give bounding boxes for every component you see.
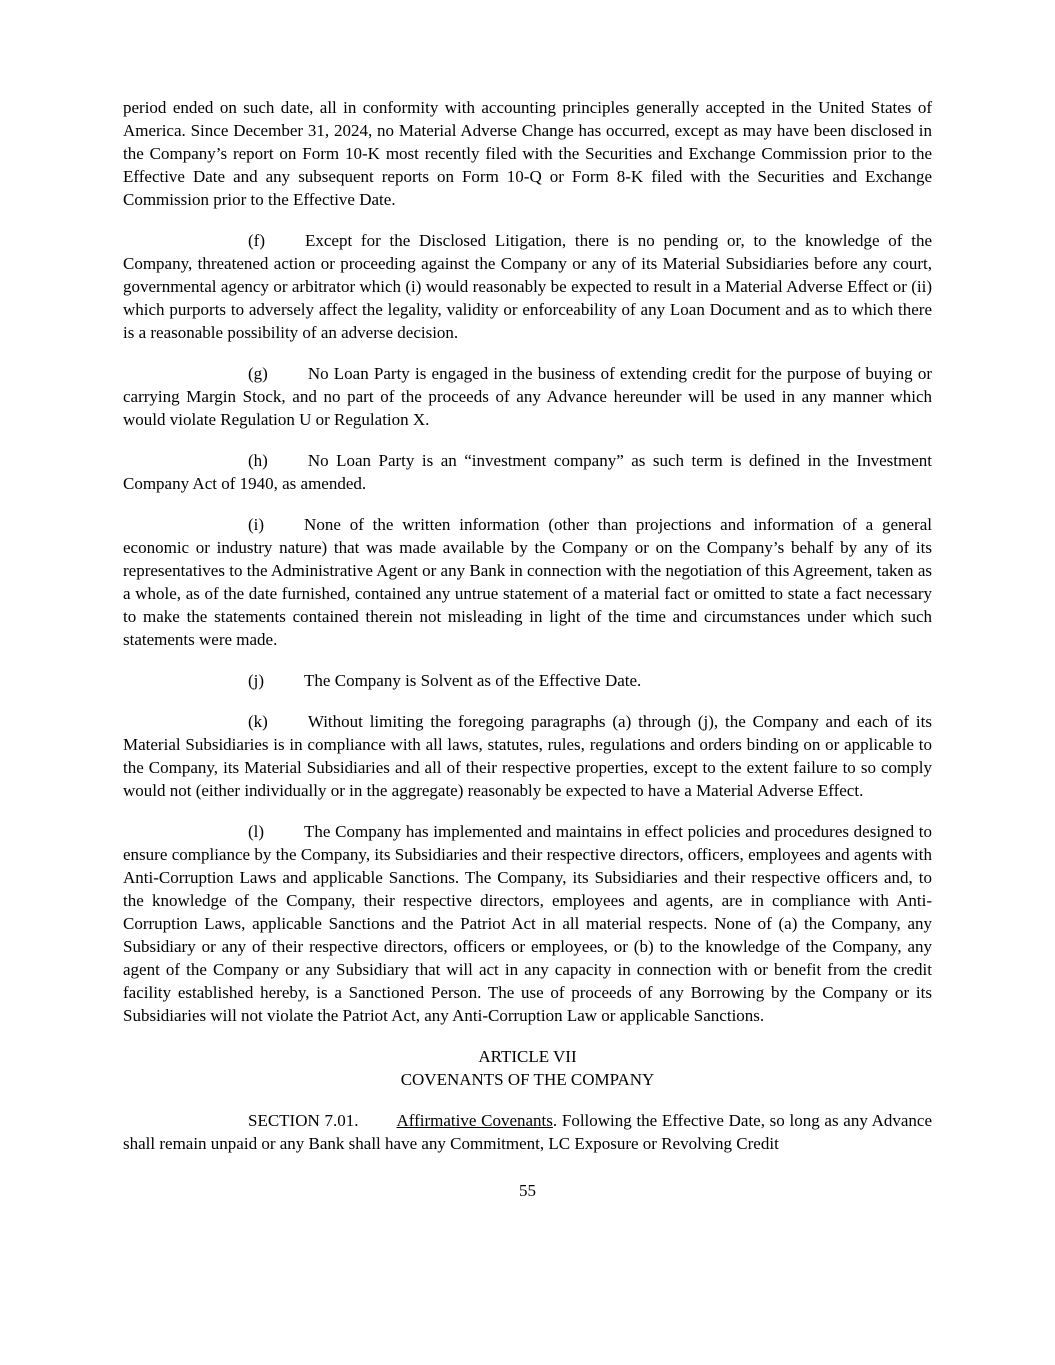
page-number: 55: [519, 1181, 536, 1200]
clause-k-marker: (k): [248, 712, 268, 731]
clause-l-marker: (l): [248, 822, 265, 841]
clause-l: [123, 820, 932, 1027]
clause-j-text: The Company is Solvent as of the Effective Date.: [304, 671, 642, 690]
article-heading-line2: COVENANTS OF THE COMPANY: [400, 1070, 655, 1089]
clause-f: [123, 229, 932, 344]
clause-g-marker: (g): [248, 364, 268, 383]
clause-l-text: The Company has implemented and maintains in effect policies and procedures designed to ensure compliance by the Company, its Subsidiaries and their respective directors, officers, employees and agents with Anti-Corruption Laws and applicable Sanctions. The Company, its Subsidiaries and their respective officers and, to the knowledge of the Company, their respective directors, employees and agents, are in compliance with Anti-Corruption Laws, applicable Sanctions and the Patriot Act in all material respects. None of (a) the Company, any Subsidiary or any of their respective directors, officers or employees, or (b) to the knowledge of the Company, any agent of the Company or any Subsidiary that will act in any capacity in connection with or benefit from the credit facility established hereby, is a Sanctioned Person. The use of proceeds of any Borrowing by the Company or its Subsidiaries will not violate the Patriot Act, any Anti-Corruption Law or applicable Sanctions.: [123, 822, 932, 1025]
article-heading-line1: ARTICLE VII: [478, 1047, 577, 1066]
clause-k: [123, 710, 932, 802]
section-title: Affirmative Covenants: [396, 1111, 553, 1130]
clause-h-marker: (h): [248, 451, 268, 470]
clause-h: [123, 449, 932, 495]
article-heading: [123, 1045, 932, 1091]
section-7-01-paragraph: [123, 1109, 932, 1155]
clause-h-text: No Loan Party is an “investment company” as such term is defined in the Investment Company Act of 1940, as amended.: [123, 451, 932, 493]
clause-i: [123, 513, 932, 651]
section-label: SECTION 7.01.: [248, 1111, 359, 1130]
paragraph-continuation: period ended on such date, all in conformity with accounting principles generally accepted in the United States of America. Since December 31, 2024, no Material Adverse Change has occurred, except as may have been disclosed in the Company’s report on Form 10-K most recently filed with the Securities and Exchange Commission prior to the Effective Date and any subsequent reports on Form 10-Q or Form 8-K filed with the Securities and Exchange Commission prior to the Effective Date.: [123, 98, 932, 209]
clause-g: [123, 362, 932, 431]
clause-i-marker: (i): [248, 515, 265, 534]
clause-f-marker: (f): [248, 231, 265, 250]
clause-i-text: None of the written information (other than projections and information of a general economic or industry nature) that was made available by the Company or on the Company’s behalf by any of its representatives to the Administrative Agent or any Bank in connection with the negotiation of this Agreement, taken as a whole, as of the date furnished, contained any untrue statement of a material fact or omitted to state a fact necessary to make the statements contained therein not misleading in light of the time and circumstances under which such statements were made.: [123, 515, 932, 649]
clause-g-text: No Loan Party is engaged in the business of extending credit for the purpose of buying or carrying Margin Stock, and no part of the proceeds of any Advance hereunder will be used in any manner which would violate Regulation U or Regulation X.: [123, 364, 932, 429]
clause-j-marker: (j): [248, 671, 265, 690]
section-text: . Following the Effective Date, so long as any Advance shall remain unpaid or any Bank shall have any Commitment, LC Exposure or Revolving Credit: [123, 1111, 932, 1153]
clause-f-text: Except for the Disclosed Litigation, there is no pending or, to the knowledge of the Company, threatened action or proceeding against the Company or any of its Material Subsidiaries before any court, governmental agency or arbitrator which (i) would reasonably be expected to result in a Material Adverse Effect or (ii) which purports to adversely affect the legality, validity or enforceability of any Loan Document and as to which there is a reasonable possibility of an adverse decision.: [123, 231, 932, 342]
clause-j: [123, 669, 932, 692]
clause-k-text: Without limiting the foregoing paragraphs (a) through (j), the Company and each of its Material Subsidiaries is in compliance with all laws, statutes, rules, regulations and orders binding on or applicable to the Company, its Material Subsidiaries and all of their respective properties, except to the extent failure to so comply would not (either individually or in the aggregate) reasonably be expected to have a Material Adverse Effect.: [123, 712, 932, 800]
